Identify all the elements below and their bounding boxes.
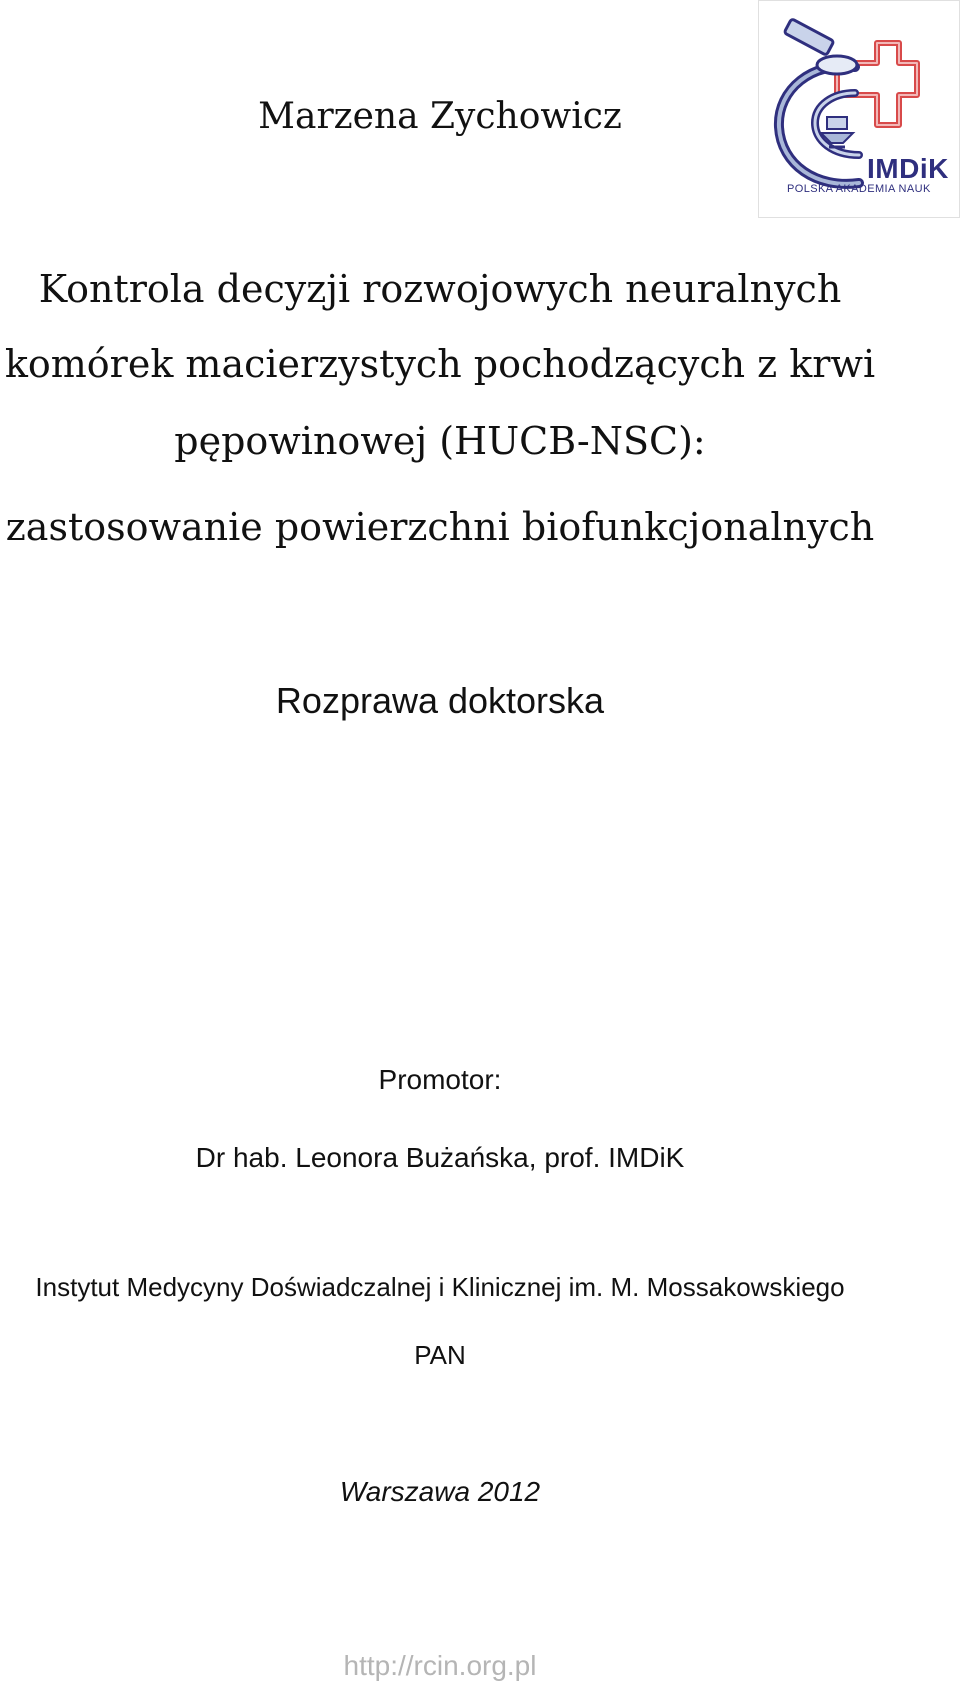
place-and-date: Warszawa 2012: [339, 1476, 541, 1507]
academy-name: PAN: [414, 1340, 466, 1370]
thesis-title-line: zastosowanie powierzchni biofunkcjonalnych: [5, 505, 875, 549]
thesis-type: Rozprawa doktorska: [275, 680, 605, 721]
author-name: Marzena Zychowicz: [258, 96, 622, 137]
thesis-title-line: komórek macierzystych pochodzących z krwi: [4, 342, 876, 386]
promotor-name: Dr hab. Leonora Bużańska, prof. IMDiK: [195, 1142, 685, 1173]
thesis-title-line: pępowinowej (HUCB-NSC):: [174, 419, 706, 463]
thesis-title-line: Kontrola decyzji rozwojowych neuralnych: [38, 267, 842, 311]
source-url[interactable]: http://rcin.org.pl: [343, 1650, 537, 1681]
promotor-label: Promotor:: [378, 1064, 502, 1095]
institution-name: Instytut Medycyny Doświadczalnej i Klinicznej im. M. Mossakowskiego: [35, 1272, 845, 1302]
logo-subtitle: POLSKA AKADEMIA NAUK: [787, 183, 931, 195]
logo-wordmark: IMDiK: [867, 153, 949, 184]
